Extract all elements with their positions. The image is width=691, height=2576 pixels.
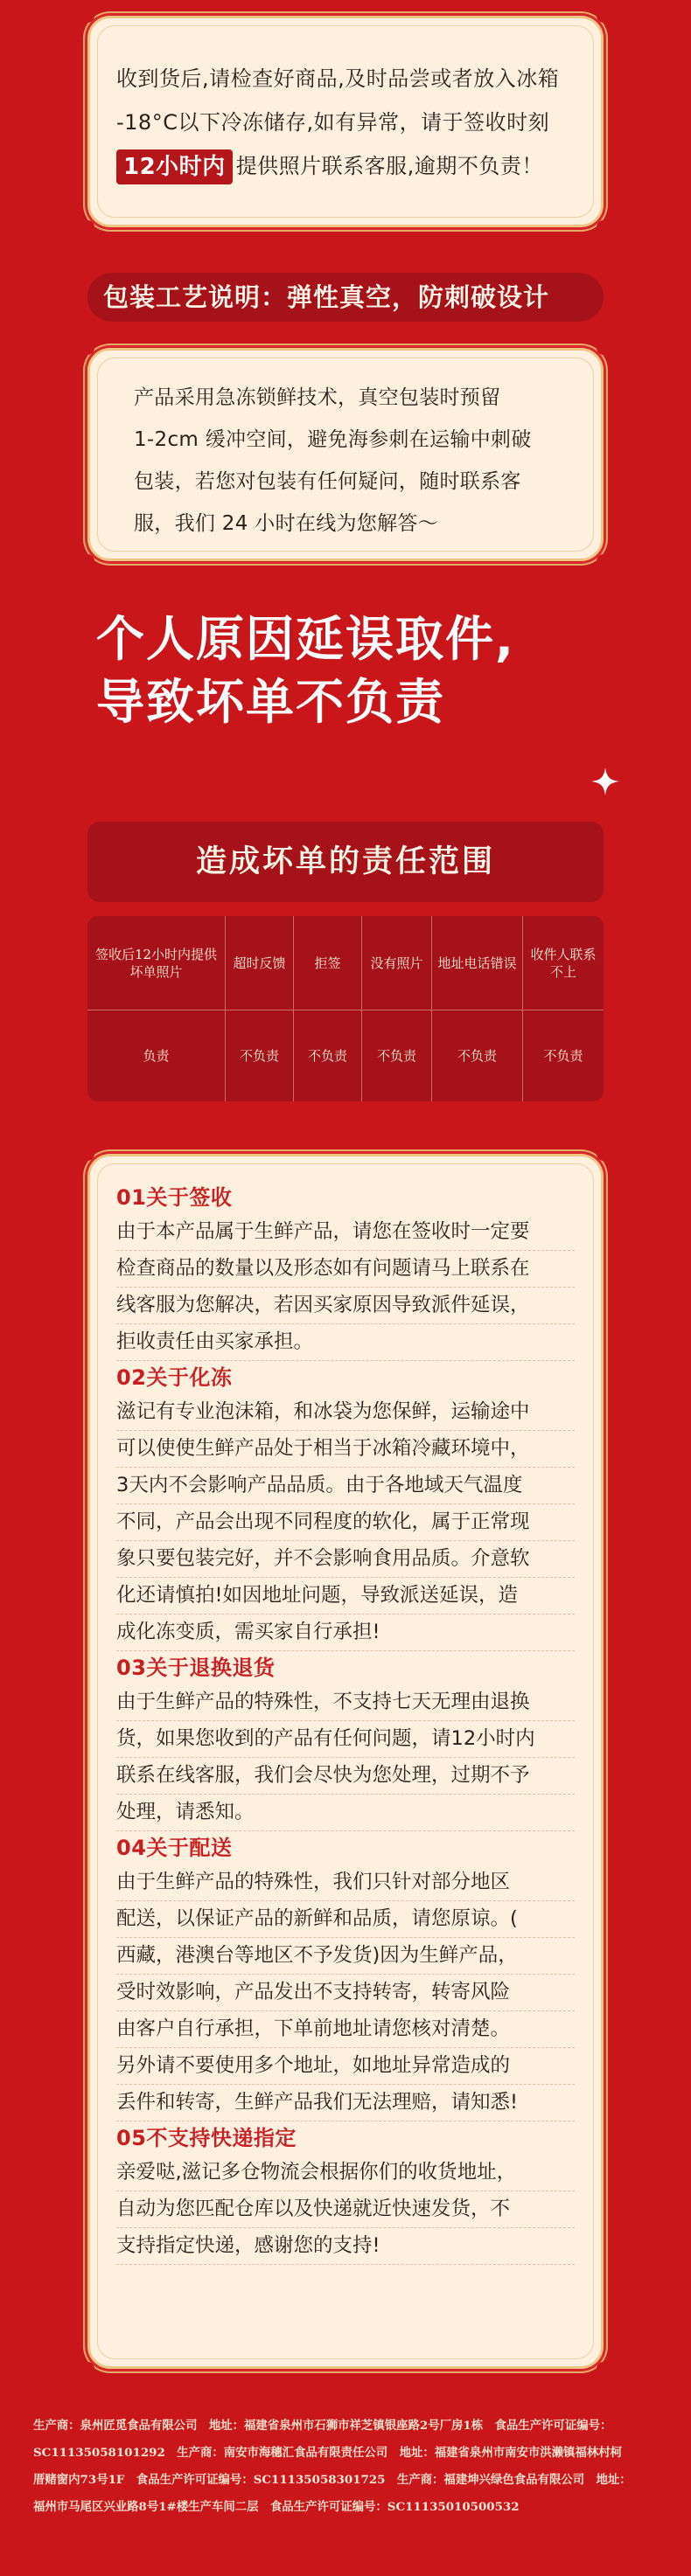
packaging-title: 包装工艺说明：弹性真空，防刺破设计 (87, 273, 604, 322)
receipt-notice-text: 提供照片联系客服,逾期不负责！ (235, 154, 543, 178)
section-line: 化还请慎拍!如因地址问题，导致派送延误，造 (116, 1578, 575, 1614)
receipt-notice-line (116, 144, 575, 188)
card-corner-notch (80, 9, 94, 23)
footer-line: 厝赌窗内73号1F 食品生产许可证编号：SC11135058301725 生产商：福建坤兴绿色食品有限公司 地址： (33, 2473, 632, 2487)
card-corner-notch (597, 1147, 611, 1161)
card-corner-notch (80, 220, 94, 234)
packaging-line: 包装，若您对包装有任何疑问，随时联系客 (134, 470, 521, 493)
card-corner-notch (80, 554, 94, 568)
policy-section-signing (116, 1181, 575, 1361)
packaging-line: 服，我们 24 小时在线为您解答～ (134, 512, 438, 535)
table-value-cell: 不负责 (543, 1048, 583, 1064)
section-line: 西藏，港澳台等地区不予发货)因为生鲜产品， (116, 1938, 575, 1975)
packaging-line: 产品采用急冻锁鲜技术，真空包装时预留 (134, 386, 501, 409)
table-header-cell: 超时反馈 (226, 916, 294, 1010)
section-line: 联系在线客服，我们会尽快为您处理，过期不予 (116, 1758, 575, 1795)
producer-info-footer (33, 2413, 663, 2521)
table-value-cell: 不负责 (432, 1010, 523, 1101)
card-corner-notch (597, 341, 611, 355)
headline-line: 个人原因延误取件, (96, 611, 515, 667)
headline-line: 导致坏单不负责 (96, 674, 446, 730)
card-corner-notch (597, 2362, 611, 2376)
policy-section-delivery (116, 1831, 575, 2121)
table-header-cell: 收件人联系不上 (523, 916, 604, 1010)
card-corner-notch (597, 220, 611, 234)
card-corner-notch (597, 9, 611, 23)
section-line: 货，如果您收到的产品有任何问题，请12小时内 (116, 1721, 575, 1758)
section-title: 04关于配送 (116, 1836, 233, 1860)
section-line: 处理，请悉知。 (116, 1795, 575, 1831)
policy-details-card (87, 1154, 604, 2369)
responsibility-title: 造成坏单的责任范围 (87, 822, 604, 902)
receipt-notice-line: 收到货后,请检查好商品,及时品尝或者放入冰箱 (116, 66, 560, 91)
headline (96, 608, 621, 733)
section-line: 受时效影响，产品发出不支持转寄，转寄风险 (116, 1975, 575, 2011)
table-value-cell: 不负责 (362, 1010, 432, 1101)
table-header-cell: 地址电话错误 (432, 916, 523, 1010)
table-header-cell: 签收后12小时内提供坏单照片 (87, 916, 226, 1010)
section-title: 01关于签收 (116, 1185, 233, 1210)
section-line: 丢件和转寄，生鲜产品我们无法理赔，请知悉! (116, 2085, 575, 2121)
time-limit-highlight: 12小时内 (116, 149, 233, 184)
section-line: 支持指定快递，感谢您的支持! (116, 2228, 575, 2265)
table-header-cell: 没有照片 (362, 916, 432, 1010)
section-line: 由客户自行承担，下单前地址请您核对清楚。 (116, 2011, 575, 2048)
section-line: 可以使使生鲜产品处于相当于冰箱冷藏环境中， (116, 1431, 575, 1468)
section-line: 由于生鲜产品的特殊性，我们只针对部分地区 (116, 1864, 575, 1901)
table-value-cell: 不负责 (226, 1010, 294, 1101)
table-header-cell: 拒签 (294, 916, 362, 1010)
table-value-cell: 不负责 (294, 1010, 362, 1101)
section-line: 滋记有专业泡沫箱，和冰袋为您保鲜，运输途中 (116, 1394, 575, 1431)
policy-section-returns (116, 1651, 575, 1831)
section-line: 拒收责任由买家承担。 (116, 1324, 575, 1361)
receipt-notice-line: -18°C以下冷冻储存,如有异常，请于签收时刻 (116, 110, 550, 135)
packaging-line: 1-2cm 缓冲空间，避免海参刺在运输中刺破 (134, 428, 532, 451)
footer-line: 生产商：泉州匠觅食品有限公司 地址：福建省泉州市石狮市祥芝镇银座路2号厂房1栋 食品生产许可证编号： (33, 2419, 612, 2433)
section-title: 03关于退换退货 (116, 1656, 276, 1680)
section-line: 亲爱哒,滋记多仓物流会根据你们的收货地址， (116, 2155, 575, 2191)
section-line: 成化冻变质，需买家自行承担! (116, 1614, 575, 1651)
card-corner-notch (80, 2362, 94, 2376)
section-line: 不同，产品会出现不同程度的软化，属于正常现 (116, 1504, 575, 1541)
section-line: 象只要包装完好，并不会影响食用品质。介意软 (116, 1541, 575, 1578)
card-corner-notch (597, 554, 611, 568)
section-line: 3天内不会影响产品品质。由于各地域天气温度 (116, 1468, 575, 1504)
section-line: 配送，以保证产品的新鲜和品质，请您原谅。( (116, 1901, 575, 1938)
table-value-cell: 负责 (87, 1010, 226, 1101)
policy-section-thawing (116, 1361, 575, 1651)
section-line: 由于生鲜产品的特殊性，不支持七天无理由退换 (116, 1684, 575, 1721)
packaging-card (87, 348, 604, 561)
section-line: 检查商品的数量以及形态如有问题请马上联系在 (116, 1251, 575, 1288)
card-corner-notch (80, 1147, 94, 1161)
responsibility-table (87, 916, 604, 1101)
policy-section-courier (116, 2121, 575, 2265)
footer-line: SC11135058101292 生产商：南安市海穗汇食品有限责任公司 地址：福建省泉州市南安市洪濑镇福林村柯 (33, 2446, 623, 2460)
section-line: 线客服为您解决，若因买家原因导致派件延误， (116, 1288, 575, 1324)
section-line: 由于本产品属于生鲜产品，请您在签收时一定要 (116, 1214, 575, 1251)
section-line: 自动为您匹配仓库以及快递就近快速发货，不 (116, 2191, 575, 2228)
section-title: 02关于化冻 (116, 1365, 233, 1390)
card-corner-notch (80, 341, 94, 355)
sparkle-icon (590, 766, 621, 797)
receipt-notice-card (87, 16, 604, 227)
footer-line: 福州市马尾区兴业路8号1#楼生产车间二层 食品生产许可证编号：SC11135010500532 (33, 2500, 520, 2514)
section-line: 另外请不要使用多个地址，如地址异常造成的 (116, 2048, 575, 2085)
section-title: 05不支持快递指定 (116, 2126, 297, 2150)
